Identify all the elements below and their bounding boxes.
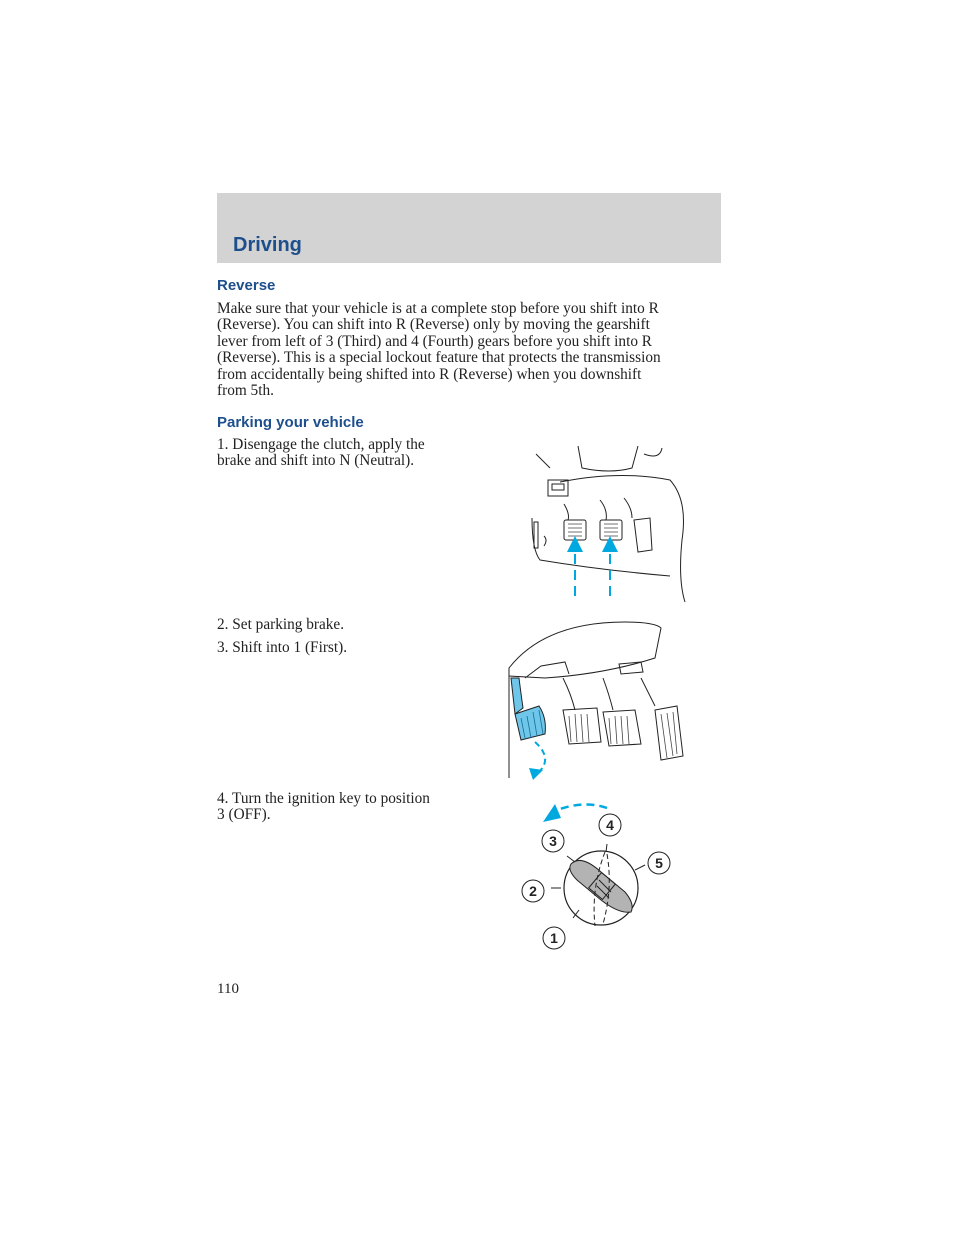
position-5-label [648, 852, 670, 874]
section-header [217, 193, 721, 263]
position-1-label [543, 927, 565, 949]
reverse-paragraph [217, 301, 661, 399]
svg-text:3: 3 [549, 833, 557, 849]
step-4-text [217, 791, 430, 824]
position-4-label [599, 814, 621, 836]
reverse-heading: Reverse [217, 277, 276, 294]
section-title: Driving [233, 234, 302, 256]
page-number: 110 [217, 981, 239, 997]
reverse-line: from accidentally being shifted into R (Reverse) when you downshift [217, 365, 642, 383]
step-1-line: 1. Disengage the clutch, apply the [217, 436, 425, 453]
ignition-switch-illustration [515, 800, 690, 955]
position-3-label [542, 830, 564, 852]
reverse-line: (Reverse). This is a special lockout feature that protects the transmission [217, 349, 661, 367]
step-1-text [217, 437, 425, 470]
parking-heading: Parking your vehicle [217, 414, 364, 431]
step-4-line: 4. Turn the ignition key to position [217, 790, 430, 807]
step-1-line: brake and shift into N (Neutral). [217, 452, 415, 470]
step-3-text: 3. Shift into 1 (First). [217, 639, 348, 656]
reverse-line: lever from left of 3 (Third) and 4 (Fourth) gears before you shift into R [217, 332, 652, 350]
clutch-brake-pedals-illustration [520, 440, 690, 605]
svg-text:5: 5 [655, 855, 663, 871]
step-4-line: 3 (OFF). [217, 806, 271, 824]
svg-text:1: 1 [550, 930, 558, 946]
svg-text:4: 4 [606, 817, 614, 833]
svg-text:2: 2 [529, 883, 537, 899]
reverse-line: (Reverse). You can shift into R (Reverse) only by moving the gearshift [217, 316, 650, 334]
step-2-text: 2. Set parking brake. [217, 616, 345, 633]
reverse-line: from 5th. [217, 382, 274, 400]
clutch-release-illustration [505, 618, 690, 783]
position-2-label [522, 880, 544, 902]
reverse-line: Make sure that your vehicle is at a complete stop before you shift into R [217, 300, 659, 317]
